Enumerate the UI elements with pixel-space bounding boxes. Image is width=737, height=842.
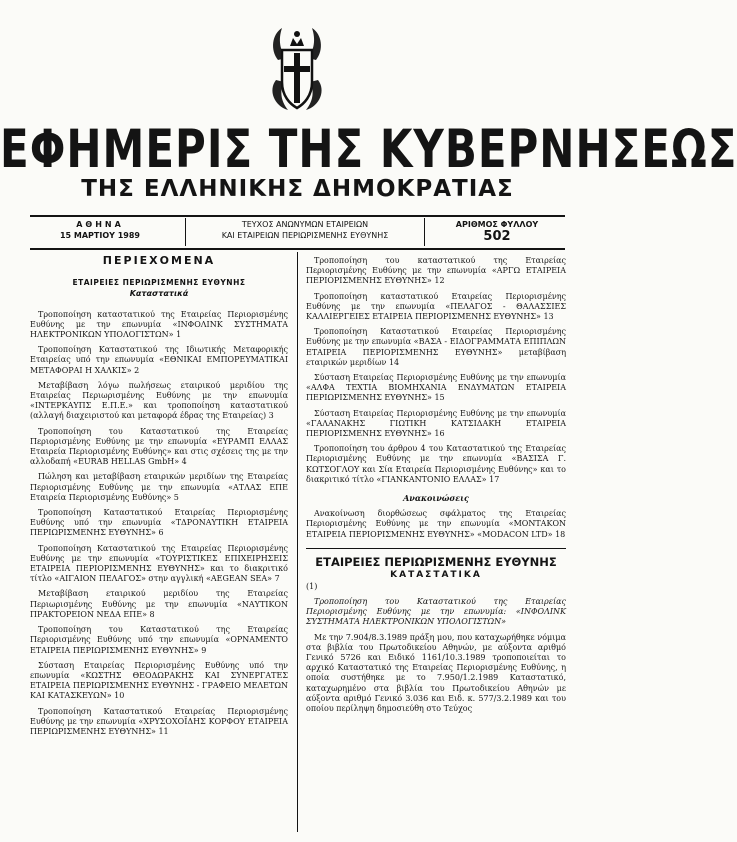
contents-item: Τροποποίηση του άρθρου 4 του Καταστατικού της Εταιρείας Περιορισμένης Ευθύνης με την επωνυμία «ΒΑΣΙΣΑ Γ. ΚΩΤΣΟΓΛΟΥ και Σία Εταιρεία Περιορισμένης Ευθύνης» και το διακριτικό τίτλο «ΓΙΑΝΚΑΝΤΟΝΙΟ ΕΛΛΑΣ» 17 bbox=[306, 444, 566, 484]
sheet-number-block bbox=[432, 219, 562, 242]
item-number: (1) bbox=[306, 581, 318, 591]
contents-item: Τροποποίηση του Καταστατικού της Εταιρείας Περιορισμένης Ευθύνης με την επωνυμία «ΕΥΡΑΜΠ ΕΛΛΑΣ Εταιρεία Περιορισμένης Ευθύνης» και στις σχέσεις της με την αλλοδαπή «EURAB HELLAS GmbH» 4 bbox=[30, 426, 288, 467]
contents-item: Τροποποίηση Καταστατικού Εταιρείας Περιορισμένης Ευθύνης υπό την επωνυμία «ΤΔΡΟΝΑΥΤΙΚΗ ΕΤΑΙΡΕΙΑ ΠΕΡΙΩΡΙΣΜΕΝΗΣ ΕΥΘΥΝΗΣ» 6 bbox=[30, 508, 288, 538]
contents-heading: ΠΕΡΙΕΧΟΜΕΝΑ bbox=[102, 254, 216, 267]
announcement-item: Ανακοίνωση διορθώσεως σφάλματος της Εταιρείας Περιορισμένης Ευθύνης με την επωνυμία «ΜΟΝΤΑΚΟΝ ΕΤΑΙΡΕΙΑ ΠΕΡΙΟΡΙΣΜΕΝΗΣ ΕΥΘΥΝΗΣ» «MODACON LTD» 18 bbox=[306, 509, 566, 539]
meta-divider-left bbox=[185, 218, 186, 246]
issue-type-block bbox=[190, 219, 420, 241]
contents-subsection-heading: Καταστατικά bbox=[129, 289, 189, 299]
issue-line-2: ΚΑΙ ΕΤΑΙΡΕΙΩΝ ΠΕΡΙΩΡΙΣΜΕΝΗΣ ΕΥΘΥΝΗΣ bbox=[221, 231, 389, 240]
contents-item: Σύσταση Εταιρείας Περιορισμένης Ευθύνης με την επωνυμία «ΓΑΛΑΝΑΚΗΣ ΓΙΩΤΙΚΗ ΚΑΤΣΙΔΑΚΗ ΕΤΑΙΡΕΙΑ ΠΕΡΙΟΡΙΣΜΕΝΗΣ ΕΥΘΥΝΗΣ» 16 bbox=[306, 408, 566, 439]
announcements-heading: Ανακοινώσεις bbox=[403, 493, 469, 504]
column-divider bbox=[297, 252, 298, 832]
contents-item: Τροποποίηση Καταστατικού Εταιρείας Περιορισμένης Ευθύνης με την επωνυμία «ΒΑΣΑ - ΕΙΔΟΓΡΑΜΜΑΤΑ ΕΠΙΠΛΩΝ ΕΤΑΙΡΕΙΑ ΠΕΡΙΟΡΙΣΜΕΝΗΣ ΕΥΘΥΝΗΣ» μεταβίβαση εταιρικών μεριδίων 14 bbox=[306, 327, 566, 367]
contents-item: Τροποποίηση καταστατικού της Εταιρείας Περιορισμένης Ευθύνης με την επωνυμία «ΙΝΦΟΛΙΝΚ ΣΥΣΤΗΜΑΤΑ ΗΛΕΚΤΡΟΝΙΚΩΝ ΥΠΟΛΟΓΙΣΤΩΝ» 1 bbox=[30, 309, 288, 340]
issue-date: 15 ΜΑΡΤΙΟΥ 1989 bbox=[59, 231, 140, 240]
body-item-title: Τροποποίηση του Καταστατικού της Εταιρείας Περιορισμένης Ευθύνης με την επωνυμία: «ΙΝΦΟΛΙΝΚ ΣΥΣΤΗΜΑΤΑ ΗΛΕΚΤΡΟΝΙΚΩΝ ΥΠΟΛΟΓΙΣΤΩΝ» bbox=[306, 596, 566, 627]
gazette-subtitle: ΤΗΣ ΕΛΛΗΝΙΚΗΣ ΔΗΜΟΚΡΑΤΙΑΣ bbox=[81, 176, 514, 202]
contents-item: Τροποποίηση του Καταστατικού της Εταιρείας Περιορισμένης Ευθύνης υπό την επωνυμία «ΟΡΝΑΜΕΝΤΟ ΕΤΑΙΡΕΙΑ ΠΕΡΙΩΡΙΣΜΕΝΗΣ ΕΥΘΥΝΗΣ» 9 bbox=[30, 625, 288, 655]
top-rule bbox=[30, 215, 565, 217]
place-date-block bbox=[40, 219, 160, 241]
coat-of-arms-emblem bbox=[268, 20, 326, 116]
contents-right-column bbox=[306, 256, 566, 719]
body-section-heading: ΕΤΑΙΡΕΙΕΣ ΠΕΡΙΩΡΙΣΜΕΝΗΣ ΕΥΘΥΝΗΣ bbox=[315, 555, 557, 570]
sheet-number: 502 bbox=[483, 229, 511, 244]
contents-section-heading: ΕΤΑΙΡΕΙΕΣ ΠΕΡΙΩΡΙΣΜΕΝΗΣ ΕΥΘΥΝΗΣ bbox=[72, 278, 246, 288]
body-paragraph: Με την 7.904/8.3.1989 πράξη μου, που καταχωρήθηκε νόμιμα στα βιβλία του Πρωτοδικείου Αθηνών, με αύξοντα αριθμό Γενικό 5726 και Ειδικό 1161/10.3.1989 τροποποιείται το αρχικό Καταστατικό της Εταιρείας Περιορισμένης Ευθύνης, η οποία συστήθηκε με το 7.950/1.2.1989 Καταστατικό, καταχωρημένο στα βιβλία του Πρωτοδικείου Αθηνών με αύξοντα αριθμό Γενικό 3.036 και Ειδ. κ. 577/3.2.1989 και του οποίου περίληψη δημοσιεύθη στο Τεύχος bbox=[306, 632, 566, 714]
meta-divider-right bbox=[424, 218, 425, 246]
contents-item: Μεταβίβαση εταιρικού μεριδίου της Εταιρείας Περιωρισμένης Ευθύνης με την επωνυμία «ΝΑΥΤΙΚΟΝ ΠΡΑΚΤΟΡΕΙΟΝ ΝΕΔΑ ΕΠΕ» 8 bbox=[30, 589, 288, 619]
contents-item: Σύσταση Εταιρείας Περιορισμένης Ευθύνης υπό την επωνυμία «ΚΩΣΤΗΣ ΘΕΟΔΩΡΑΚΗΣ ΚΑΙ ΣΥΝΕΡΓΑΤΕΣ ΕΤΑΙΡΕΙΑ ΠΕΡΙΩΡΙΣΜΕΝΗΣ ΕΥΘΥΝΗΣ - ΓΡΑΦΕΙΟ ΜΕΛΕΤΩΝ ΚΑΙ ΚΑΤΑΣΚΕΥΩΝ» 10 bbox=[30, 660, 288, 701]
contents-item: Μεταβίβαση λόγω πωλήσεως εταιρικού μεριδίου της Εταιρείας Περιωρισμένης Ευθύνης με την επωνυμία «ΙΝΤΕΡΚΑΥΠΣ Ε.Π.Ε.» και τροποποίηση καταστατικού (αλλαγή διαχειριστού και μεταφορά έδρας της Εταιρείας) 3 bbox=[30, 380, 288, 421]
contents-item: Σύσταση Εταιρείας Περιορισμένης Ευθύνης με την επωνυμία «ΑΛΦΑ ΤΕΧΤΙΑ ΒΙΟΜΗΧΑΝΙΑ ΕΝΔΥΜΑΤΩΝ ΕΤΑΙΡΕΙΑ ΠΕΡΙΩΡΙΣΜΕΝΗΣ ΕΥΘΥΝΗΣ» 15 bbox=[306, 373, 566, 403]
bottom-rule bbox=[30, 248, 565, 250]
contents-item: Τροποποίηση του καταστατικού της Εταιρείας Περιορισμένης Ευθύνης με την επωνυμία «ΑΡΓΩ ΕΤΑΙΡΕΙΑ ΠΕΡΙΟΡΙΣΜΕΝΗΣ ΕΥΘΥΝΗΣ» 12 bbox=[306, 256, 566, 286]
city-label: ΑΘΗΝΑ bbox=[76, 220, 124, 229]
contents-item: Τροποποίηση καταστατικού Εταιρείας Περιορισμένης Ευθύνης με την επωνυμία «ΠΕΛΑΓΟΣ - ΘΑΛΑΣΣΙΕΣ ΚΑΛΛΙΕΡΓΕΙΕΣ ΕΤΑΙΡΕΙΑ ΠΕΡΙΟΡΙΣΜΕΝΗΣ ΕΥΘΥΝΗΣ» 13 bbox=[306, 291, 566, 322]
body-sub-heading: ΚΑΤΑΣΤΑΤΙΚΑ bbox=[390, 569, 482, 580]
issue-line-1: ΤΕΥΧΟΣ ΑΝΩΝΥΜΩΝ ΕΤΑΙΡΕΙΩΝ bbox=[241, 220, 369, 229]
contents-item: Τροποποίηση Καταστατικού της Εταιρείας Περιορισμένης Ευθύνης με την επωνυμία «ΤΟΥΡΙΣΤΙΚΕΣ ΕΠΙΧΕΙΡΗΣΕΙΣ ΕΤΑΙΡΕΙΑ ΠΕΡΙΟΡΙΣΜΕΝΗΣ ΕΥΘΥΝΗΣ» και το διακριτικό τίτλο «ΑΙΓΑΙΟΝ ΠΕΛΑΓΟΣ» στην αγγλική «AEGEAN SEA» 7 bbox=[30, 543, 288, 584]
contents-item: Τροποποίηση Καταστατικού της Ιδιωτικής Μεταφορικής Εταιρείας υπό την επωνυμία «ΕΘΝΙΚΑΙ ΕΜΠΟΡΕΥΜΑΤΙΚΑΙ ΜΕΤΑΦΟΡΑΙ Η ΧΑΛΚΙΣ» 2 bbox=[30, 345, 288, 375]
contents-left-column bbox=[30, 256, 288, 742]
section-rule bbox=[306, 548, 566, 550]
sheet-label: ΑΡΙΘΜΟΣ ΦΥΛΛΟΥ bbox=[455, 220, 539, 229]
gazette-title: ΕΦΗΜΕΡΙΣ ΤΗΣ ΚΥΒΕΡΝΗΣΕΩΣ bbox=[0, 118, 737, 180]
contents-item: Πώληση και μεταβίβαση εταιρικών μεριδίων της Εταιρείας Περιορισμένης Ευθύνης με την επωνυμία «ΑΤΛΑΣ ΕΠΕ Εταιρεία Περιορισμένης Ευθύνης» 5 bbox=[30, 472, 288, 502]
contents-item: Τροποποίηση Καταστατικού Εταιρείας Περιορισμένης Ευθύνης με την επωνυμία «ΧΡΥΣΟΧΟΪΔΗΣ ΚΟΡΦΟΥ ΕΤΑΙΡΕΙΑ ΠΕΡΙΩΡΙΣΜΕΝΗΣ ΕΥΘΥΝΗΣ» 11 bbox=[30, 706, 288, 736]
